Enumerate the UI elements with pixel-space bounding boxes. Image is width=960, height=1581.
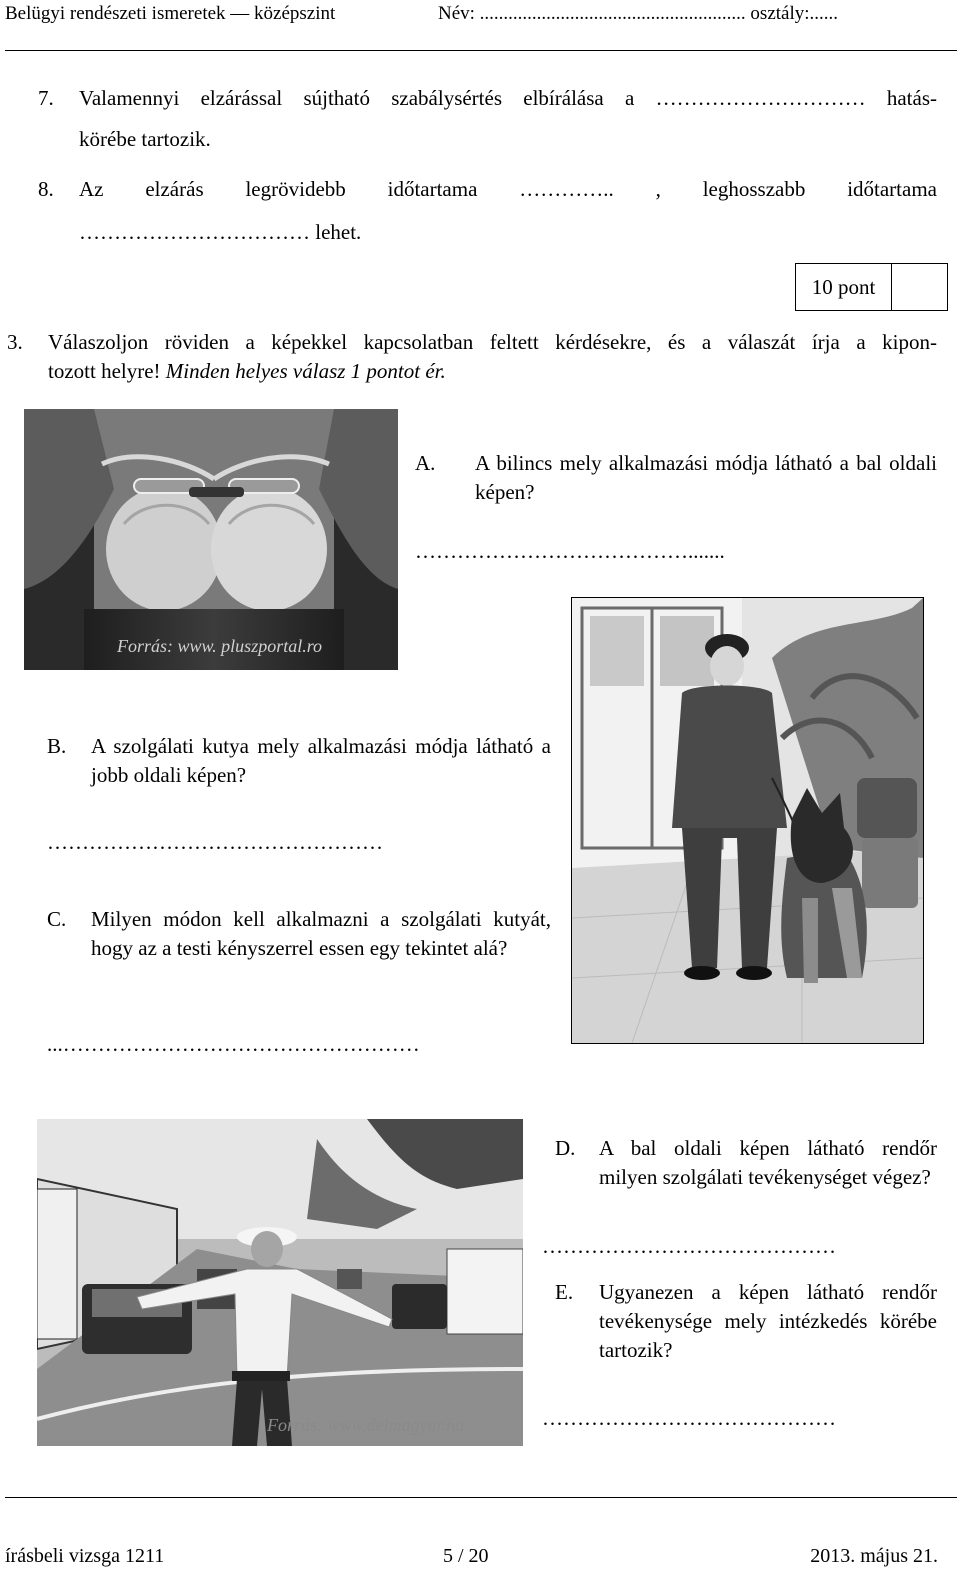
points-label-box [795,263,892,311]
question-c-letter: C. [47,907,67,931]
traffic-police-photo-credit: Forrás: www.delmagyar.hu [267,1415,465,1435]
question-c-answer-line[interactable]: ...…………………………………………… [47,1032,420,1056]
item-7-line1: Valamennyi elzárással sújtható szabálysértés elbírálása a ………………………… hatás- [79,86,937,110]
question-b-answer-line[interactable]: ………………………………………… [47,830,383,854]
score-box[interactable] [891,263,948,311]
item-8-line2: …………………………… lehet. [79,220,362,244]
item-8-line1: Az elzárás legrövidebb időtartama ………….. , leghosszabb időtartama [79,177,937,201]
task-3-line1: Válaszoljon röviden a képekkel kapcsolatban feltett kérdésekre, és a válaszát írja a kipon- [48,330,937,354]
handcuffs-photo [24,409,398,670]
item-7-number: 7. [38,86,54,110]
task-3-number: 3. [7,330,23,354]
question-a-text: A bilincs mely alkalmazási módja látható a bal oldali képen? [475,451,937,504]
question-a-letter: A. [415,451,436,475]
header-rule [5,50,957,51]
handcuffs-photo-credit: Forrás: www. pluszportal.ro [117,636,323,656]
footer-exam-code: írásbeli vizsga 1211 [5,1545,165,1567]
task-3-instruction: Minden helyes válasz 1 pontot ér. [165,359,446,383]
question-b-letter: B. [47,734,67,758]
question-d-answer-line[interactable]: …………………………………… [542,1234,836,1258]
footer-date: 2013. május 21. [810,1545,938,1567]
item-7-line2: körébe tartozik. [79,127,211,151]
question-e-letter: E. [555,1280,574,1304]
question-c-text: Milyen módon kell alkalmazni a szolgálati kutyát, hogy az a testi kényszerrel essen egy tekintet alá? [91,907,551,960]
traffic-police-photo [37,1119,523,1446]
question-e-text: Ugyanezen a képen látható rendőr tevékenysége mely intézkedés körébe tartozik? [599,1280,937,1362]
police-dog-photo [571,597,924,1044]
footer-rule [5,1497,957,1498]
question-d-letter: D. [555,1136,576,1160]
question-e-answer-line[interactable]: …………………………………… [542,1406,836,1430]
points-label: 10 pont [811,275,876,299]
task-3-line2 [48,357,446,386]
header-name-field: Név: ........................................................ osztály:...... [438,3,839,24]
footer-page-number: 5 / 20 [443,1545,489,1567]
item-8-number: 8. [38,177,54,201]
question-a-answer-line[interactable]: …………………………………....... [415,539,725,563]
question-b-text: A szolgálati kutya mely alkalmazási módja látható a jobb oldali képen? [91,734,551,787]
task-3-line2-plain: tozott helyre! [48,359,166,383]
question-d-text: A bal oldali képen látható rendőr milyen szolgálati tevékenységet végez? [599,1136,937,1189]
header-subject: Belügyi rendészeti ismeretek — középszint [5,3,336,24]
